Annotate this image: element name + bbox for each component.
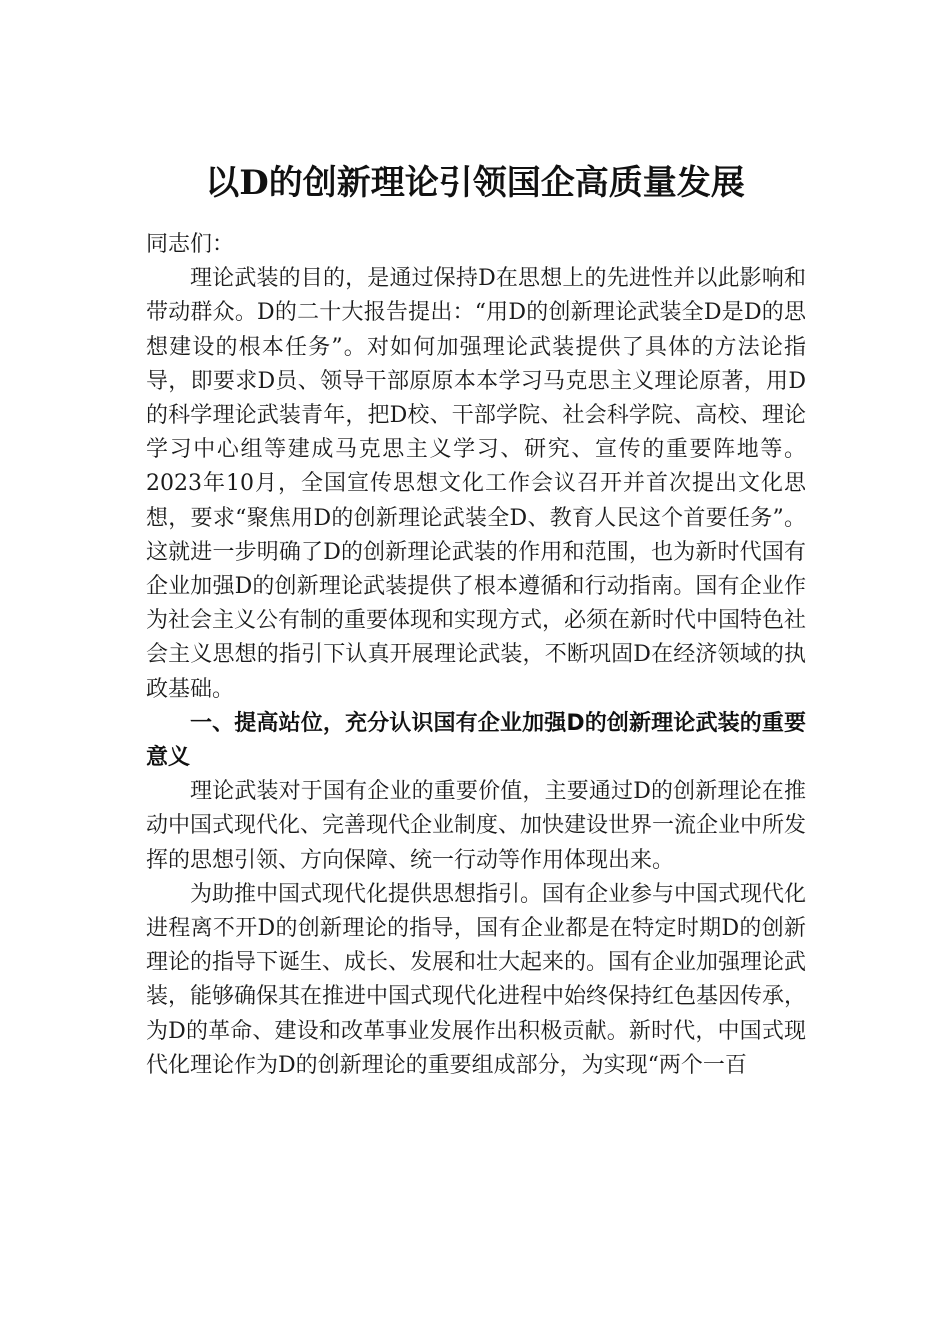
paragraph-intro: 理论武装的目的，是通过保持D在思想上的先进性并以此影响和带动群众。D的二十大报告提出：“用D的创新理论武装全D是D的思想建设的根本任务”。对如何加强理论武装提供了具体的方法论指导，即要求D员、领导干部原原本本学习马克思主义理论原著，用D的科学理论武装青年，把D校、干部学院、社会科学院、高校、理论学习中心组等建成马克思主义学习、研究、宣传的重要阵地等。2023年10月，全国宣传思想文化工作会议召开并首次提出文化思想，要求“聚焦用D的创新理论武装全D、教育人民这个首要任务”。这就进一步明确了D的创新理论武装的作用和范围，也为新时代国有企业加强D的创新理论武装提供了根本遵循和行动指南。国有企业作为社会主义公有制的重要体现和实现方式，必须在新时代中国特色社会主义思想的指引下认真开展理论武装，不断巩固D在经济领域的执政基础。 bbox=[146, 266, 807, 702]
document-title: 以D的创新理论引领国企高质量发展 bbox=[205, 163, 745, 203]
paragraph-section-1-intro: 理论武装对于国有企业的重要价值，主要通过D的创新理论在推动中国式现代化、完善现代企业制度、加快建设世界一流企业中所发挥的思想引领、方向保障、统一行动等作用体现出来。 bbox=[146, 779, 807, 873]
salutation: 同志们： bbox=[146, 232, 235, 257]
document-body bbox=[146, 228, 806, 1083]
paragraph-section-1-point-1: 为助推中国式现代化提供思想指引。国有企业参与中国式现代化进程离不开D的创新理论的指导，国有企业都是在特定时期D的创新理论的指导下诞生、成长、发展和壮大起来的。国有企业加强理论武装，能够确保其在推进中国式现代化进程中始终保持红色基因传承，为D的革命、建设和改革事业发展作出积极贡献。新时代，中国式现代化理论作为D的创新理论的重要组成部分，为实现“两个一百 bbox=[146, 881, 807, 1078]
section-heading-1: 一、提高站位，充分认识国有企业加强D的创新理论武装的重要意义 bbox=[146, 710, 806, 771]
